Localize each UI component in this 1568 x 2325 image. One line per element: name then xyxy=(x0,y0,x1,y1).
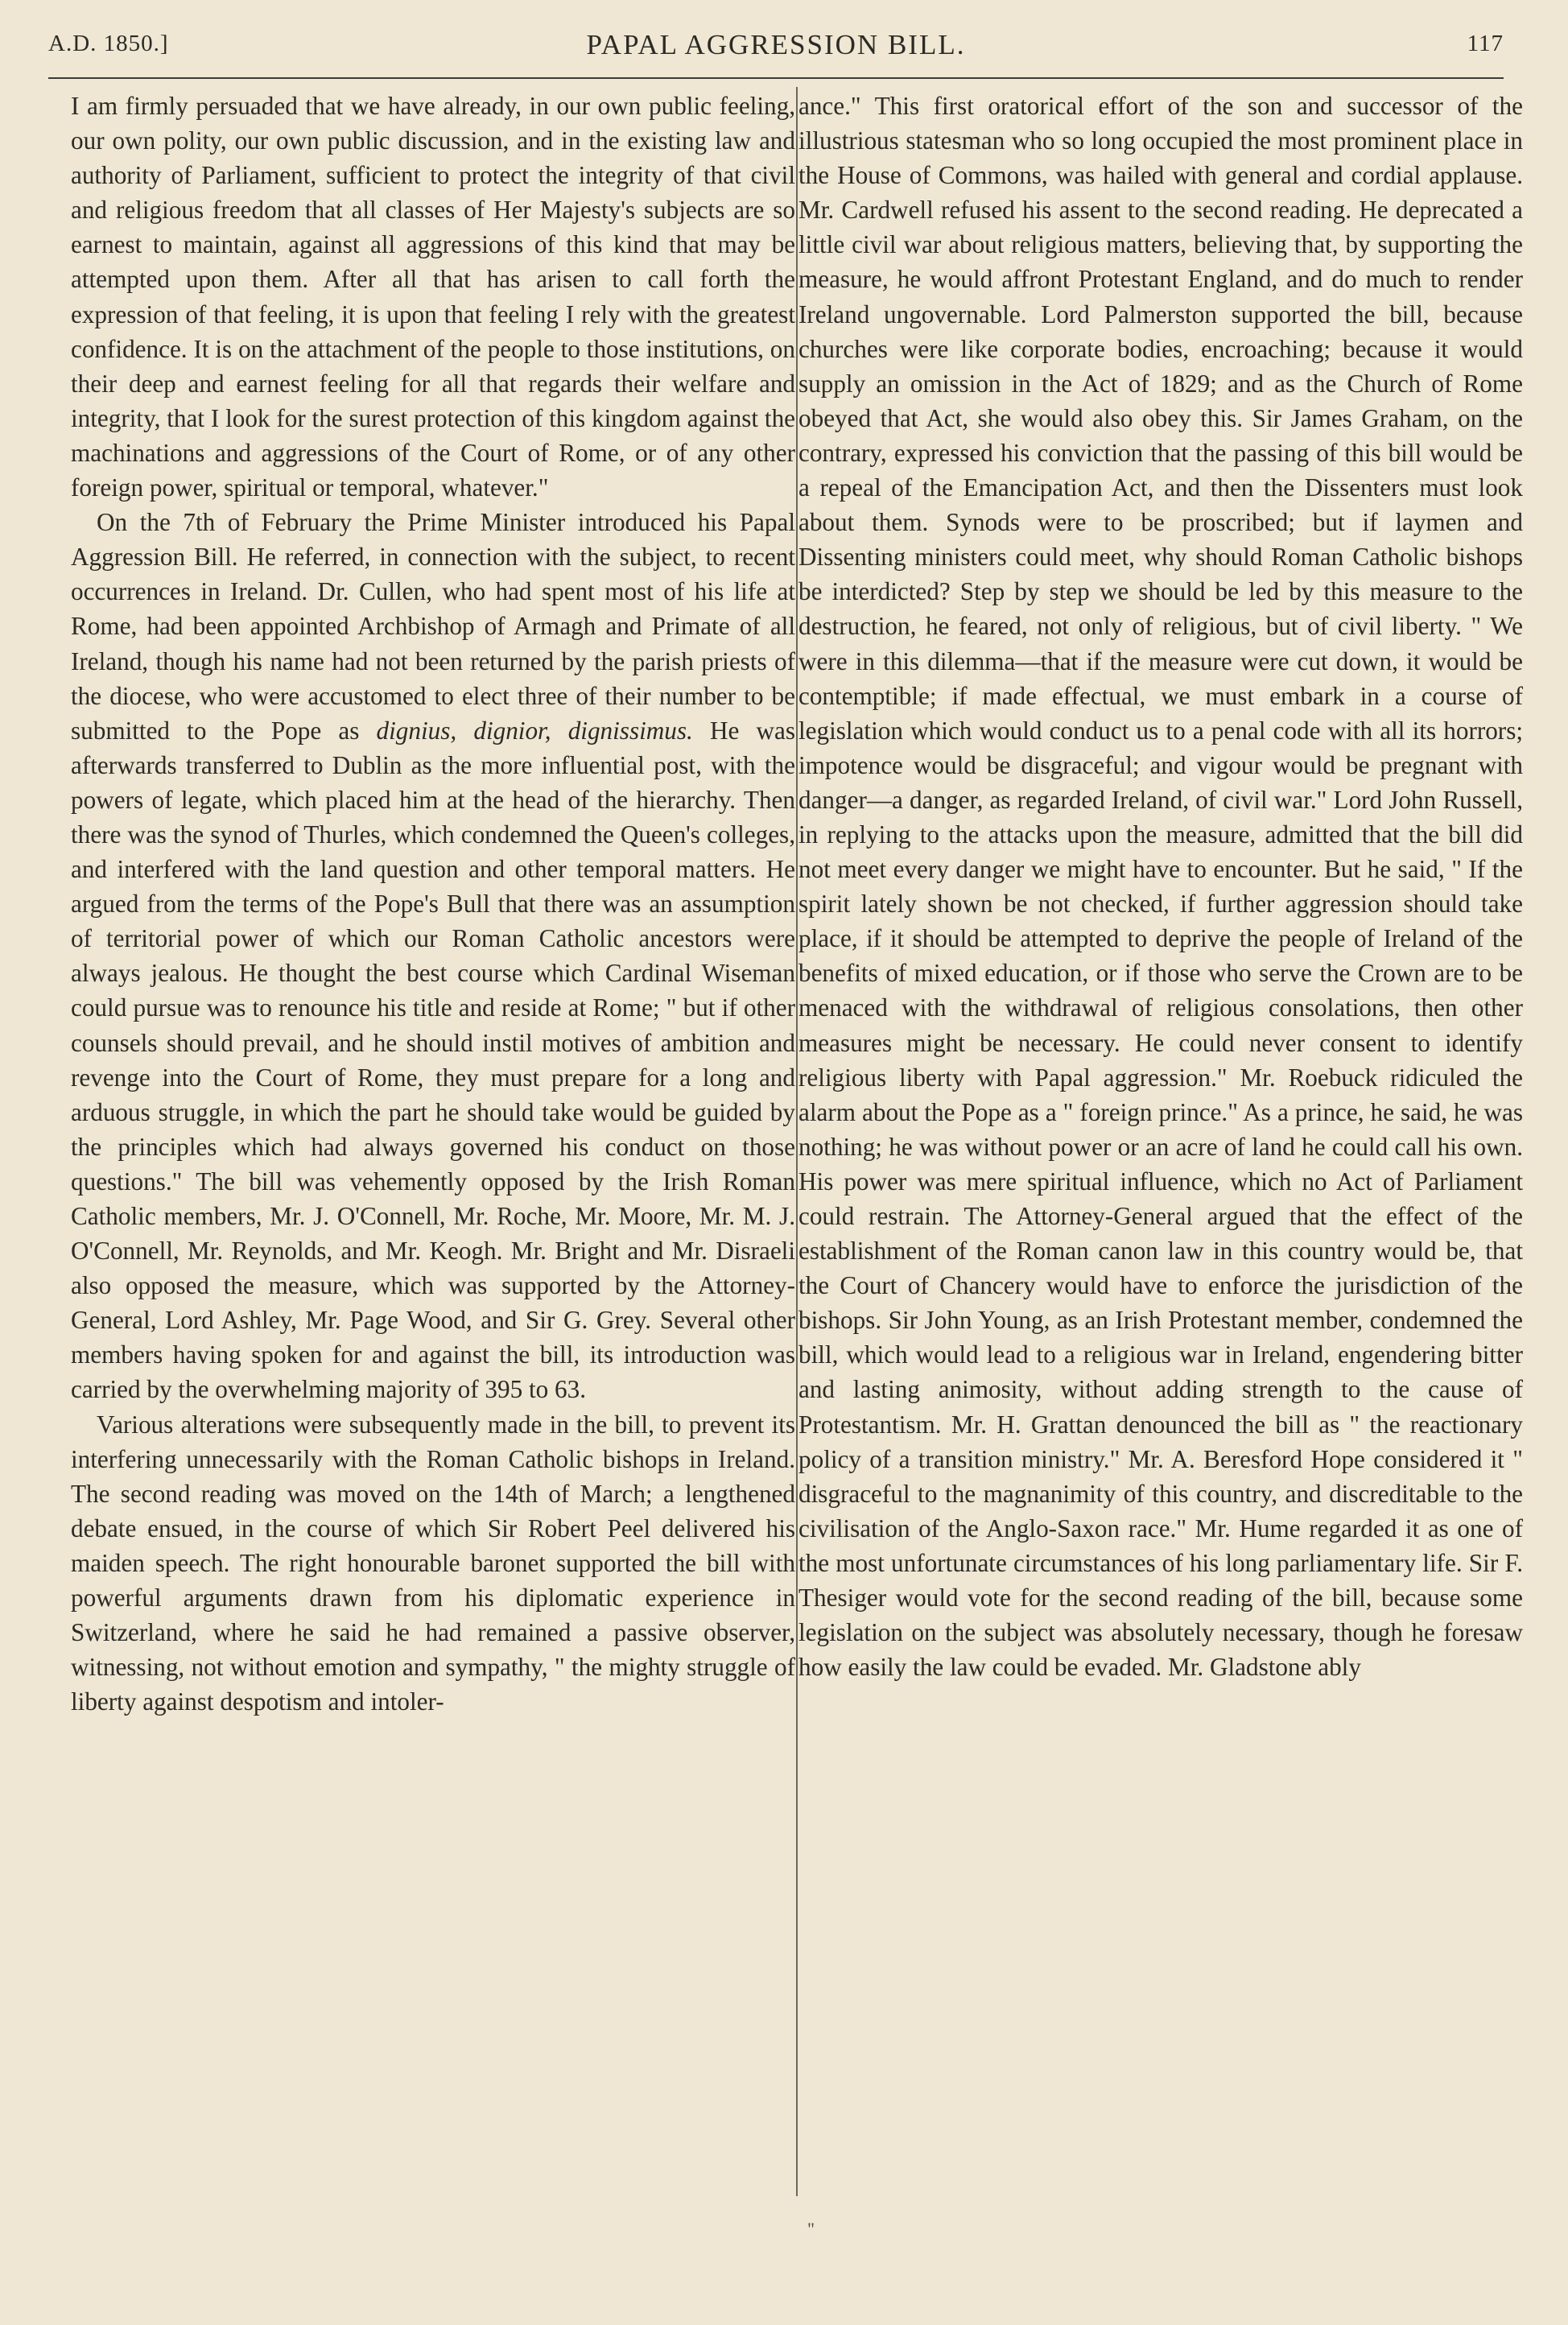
running-head xyxy=(48,31,1504,66)
column-divider xyxy=(796,87,798,2196)
left-paragraph-2-text-b: He was afterwards transferred to Dublin as the more influential post, with the powers of legate, which placed him at the head of the hierarchy. Then there was the synod of Thurles, which condemned the Queen's colleges, and interfered with the land question and other temporal matters. He argued from the terms of the Pope's Bull that there was an assumption of territorial power of which our Roman Catholic ancestors were always jealous. He thought the best course which Cardinal Wiseman could pursue was to renounce his title and reside at Rome; " but if other counsels should prevail, and he should instil motives of ambition and revenge into the Court of Rome, they must prepare for a long and arduous struggle, in which the part he should take would be guided by the principles which had always governed his conduct on those questions." The bill was vehemently opposed by the Irish Roman Catholic members, Mr. J. O'Connell, Mr. Roche, Mr. Moore, Mr. M. J. O'Connell, Mr. Reynolds, and Mr. Keogh. Mr. Bright and Mr. Disraeli also opposed the measure, which was supported by the Attorney-General, Lord Ashley, Mr. Page Wood, and Sir G. Grey. Several other members having spoken for and against the bill, its introduction was carried by the overwhelming majority of 395 to 63. xyxy=(71,716,795,1404)
left-paragraph-1: I am firmly persuaded that we have already, in our own public feeling, our own polity, our own public discussion, and in the existing law and authority of Parliament, sufficient to protect the integrity of that civil and religious freedom that all classes of Her Majesty's subjects are so earnest to maintain, against all aggressions of this kind that may be attempted upon them. After all that has arisen to call forth the expression of that feeling, it is upon that feeling I rely with the greatest confidence. It is on the attachment of the people to those institutions, on their deep and earnest feeling for all that regards their welfare and integrity, that I look for the surest protection of this kingdom against the machinations and aggressions of the Court of Rome, or of any other foreign power, spiritual or temporal, whatever." xyxy=(71,92,795,502)
right-column xyxy=(798,89,1523,1684)
header-title: PAPAL AGGRESSION BILL. xyxy=(586,29,966,60)
left-paragraph-2-text-a: On the 7th of February the Prime Minister introduced his Papal Aggression Bill. He referred, in connection with the subject, to recent occurrences in Ireland. Dr. Cullen, who had spent most of his life at Rome, had been appointed Archbishop of Armagh and Primate of all Ireland, though his name had not been returned by the parish priests of the diocese, who were accustomed to elect three of their number to be submitted to the Pope as xyxy=(71,508,795,745)
header-date: A.D. 1850.] xyxy=(48,31,169,56)
left-paragraph-2 xyxy=(71,505,795,1406)
right-paragraph-1: ance." This first oratorical effort of the son and successor of the illustrious statesman who so long occupied the most prominent place in the House of Commons, was hailed with general and cordial applause. Mr. Cardwell refused his assent to the second reading. He deprecated a little civil war about religious matters, believing that, by supporting the measure, he would affront Protestant England, and do much to render Ireland ungovernable. Lord Palmerston supported the bill, because churches were like corporate bodies, encroaching; because it would supply an omission in the Act of 1829; and as the Church of Rome obeyed that Act, she would also obey this. Sir James Graham, on the contrary, expressed his conviction that the passing of this bill would be a repeal of the Emancipation Act, and then the Dissenters must look about them. Synods were to be proscribed; but if laymen and Dissenting ministers could meet, why should Roman Catholic bishops be interdicted? Step by step we should be led by this measure to the destruction, he feared, not only of religious, but of civil liberty. " We were in this dilemma—that if the measure were cut down, it would be contemptible; if made effectual, we must embark in a course of legislation which would conduct us to a penal code with all its horrors; impotence would be disgraceful; and vigour would be pregnant with danger—a danger, as regarded Ireland, of civil war." Lord John Russell, in replying to the attacks upon the measure, admitted that the bill did not meet every danger we might have to encounter. But he said, " If the spirit lately shown be not checked, if further aggression should take place, if it should be attempted to deprive the people of Ireland of the benefits of mixed education, or if those who serve the Crown are to be menaced with the withdrawal of religious consolations, then other measures might be necessary. He could never consent to identify religious liberty with Papal aggression." Mr. Roebuck ridiculed the alarm about the Pope as a " foreign prince." As a prince, he said, he was nothing; he was without power or an acre of land he could call his own. His power was mere spiritual influence, which no Act of Parliament could restrain. The Attorney-General argued that the effect of the establishment of the Roman canon law in this country would be, that the Court of Chancery would have to enforce the jurisdiction of the bishops. Sir John Young, as an Irish Protestant member, condemned the bill, which would lead to a religious war in Ireland, engendering bitter and lasting animosity, without adding strength to the cause of Protestantism. Mr. H. Grattan denounced the bill as " the reactionary policy of a transition ministry." Mr. A. Beresford Hope considered it " disgraceful to the magnanimity of this country, and discreditable to the civilisation of the Anglo-Saxon race." Mr. Hume regarded it as one of the most unfortunate circumstances of his long parliamentary life. Sir F. Thesiger would vote for the second reading of the bill, because some legislation on the subject was absolutely necessary, though he foresaw how easily the law could be evaded. Mr. Gladstone ably xyxy=(798,92,1523,1682)
left-paragraph-3: Various alterations were subsequently made in the bill, to prevent its interfering unnecessarily with the Roman Catholic bishops in Ireland. The second reading was moved on the 14th of March; a lengthened debate ensued, in the course of which Sir Robert Peel delivered his maiden speech. The right honourable baronet supported the bill with powerful arguments drawn from his diplomatic experience in Switzerland, where he said he had remained a passive observer, witnessing, not without emotion and sympathy, " the mighty struggle of liberty against despotism and intoler- xyxy=(71,1410,795,1716)
header-rule xyxy=(48,77,1504,79)
footer-mark: " xyxy=(807,2219,815,2239)
page-number: 117 xyxy=(1467,31,1504,56)
left-column xyxy=(71,89,795,1719)
left-paragraph-2-latin: dignius, dignior, dignissimus. xyxy=(376,716,693,745)
